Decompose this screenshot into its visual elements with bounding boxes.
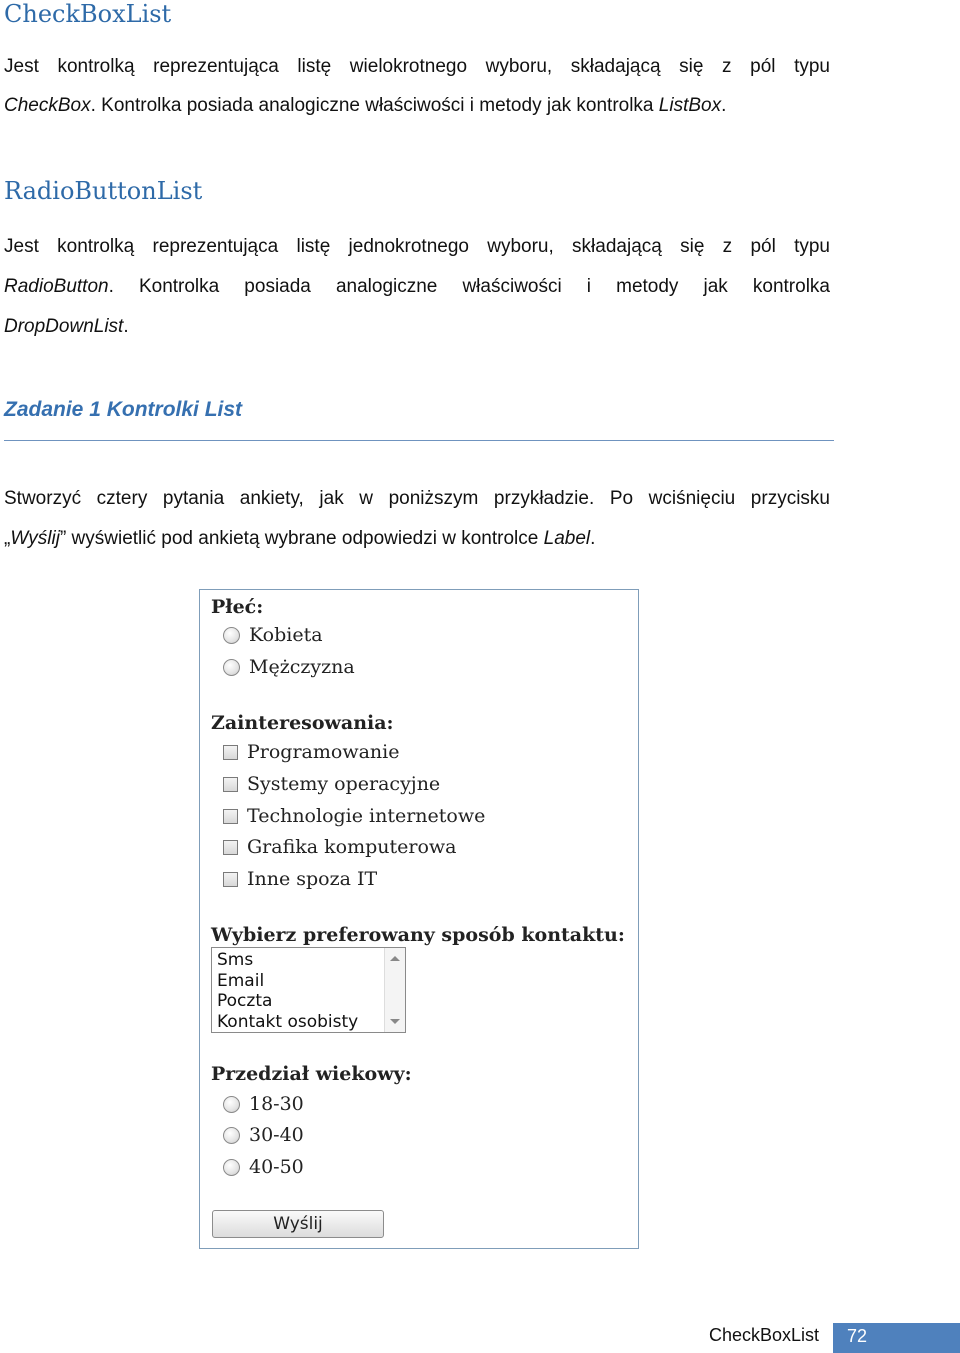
radio-button[interactable] bbox=[223, 1159, 240, 1176]
radio-option-18-30[interactable]: 18-30 bbox=[223, 1093, 304, 1115]
radio-option-30-40[interactable]: 30-40 bbox=[223, 1124, 304, 1146]
checkbox[interactable] bbox=[223, 745, 238, 760]
radio-button[interactable] bbox=[223, 1096, 240, 1113]
heading-underline bbox=[4, 440, 834, 441]
checkbox-option-technologie[interactable]: Technologie internetowe bbox=[223, 805, 485, 827]
list-item[interactable]: Email bbox=[217, 970, 265, 991]
checkbox-option-grafika[interactable]: Grafika komputerowa bbox=[223, 836, 457, 858]
scroll-up-icon[interactable] bbox=[390, 956, 400, 961]
interests-label: Zainteresowania: bbox=[211, 712, 394, 734]
list-item[interactable]: Kontakt osobisty bbox=[217, 1011, 359, 1032]
contact-listbox[interactable] bbox=[211, 947, 406, 1033]
paragraph-radiobuttonlist-line3: DropDownList. bbox=[4, 316, 129, 337]
contact-label: Wybierz preferowany sposób kontaktu: bbox=[211, 924, 625, 946]
page-number: 72 bbox=[847, 1326, 868, 1346]
checkbox[interactable] bbox=[223, 809, 238, 824]
task-paragraph-line2: „Wyślij” wyświetlić pod ankietą wybrane odpowiedzi w kontrolce Label. bbox=[4, 528, 596, 549]
page-number-box bbox=[833, 1323, 960, 1353]
radio-button[interactable] bbox=[223, 1127, 240, 1144]
list-item[interactable]: Poczta bbox=[217, 991, 273, 1011]
paragraph-radiobuttonlist-line1: Jest kontrolką reprezentująca listę jednokrotnego wyboru, składającą się z pól typu bbox=[4, 236, 830, 257]
checkbox[interactable] bbox=[223, 872, 238, 887]
radio-button[interactable] bbox=[223, 627, 240, 644]
gender-label: Płeć: bbox=[211, 596, 264, 618]
paragraph-radiobuttonlist-line2: RadioButton. Kontrolka posiada analogiczne właściwości i metody jak kontrolka bbox=[4, 276, 830, 297]
paragraph-checkboxlist-line1: Jest kontrolką reprezentująca listę wielokrotnego wyboru, składającą się z pól typu bbox=[4, 56, 830, 77]
footer-section-name: CheckBoxList bbox=[709, 1325, 820, 1345]
paragraph-checkboxlist-line2: CheckBox. Kontrolka posiada analogiczne właściwości i metody jak kontrolka ListBox. bbox=[4, 95, 727, 116]
radio-option-40-50[interactable]: 40-50 bbox=[223, 1156, 304, 1178]
submit-button[interactable]: Wyślij bbox=[212, 1210, 384, 1238]
checkbox-option-inne[interactable]: Inne spoza IT bbox=[223, 868, 377, 890]
task-heading: Zadanie 1 Kontrolki List bbox=[4, 398, 243, 421]
task-paragraph-line1: Stworzyć cztery pytania ankiety, jak w poniższym przykładzie. Po wciśnięciu przycisku bbox=[4, 488, 830, 509]
section-title-checkboxlist: CheckBoxList bbox=[4, 0, 172, 28]
survey-form bbox=[199, 589, 639, 1249]
age-label: Przedział wiekowy: bbox=[211, 1063, 412, 1085]
radio-option-mezczyzna[interactable]: Mężczyzna bbox=[223, 656, 355, 678]
radio-button[interactable] bbox=[223, 659, 240, 676]
checkbox[interactable] bbox=[223, 777, 238, 792]
checkbox-option-systemy[interactable]: Systemy operacyjne bbox=[223, 773, 440, 795]
radio-option-kobieta[interactable]: Kobieta bbox=[223, 624, 323, 646]
section-title-radiobuttonlist: RadioButtonList bbox=[4, 177, 203, 205]
list-item[interactable]: Sms bbox=[217, 950, 254, 970]
checkbox[interactable] bbox=[223, 840, 238, 855]
listbox-items bbox=[217, 950, 358, 1032]
checkbox-option-programowanie[interactable]: Programowanie bbox=[223, 741, 399, 763]
listbox-scrollbar[interactable] bbox=[384, 948, 405, 1032]
scroll-down-icon[interactable] bbox=[390, 1019, 400, 1024]
